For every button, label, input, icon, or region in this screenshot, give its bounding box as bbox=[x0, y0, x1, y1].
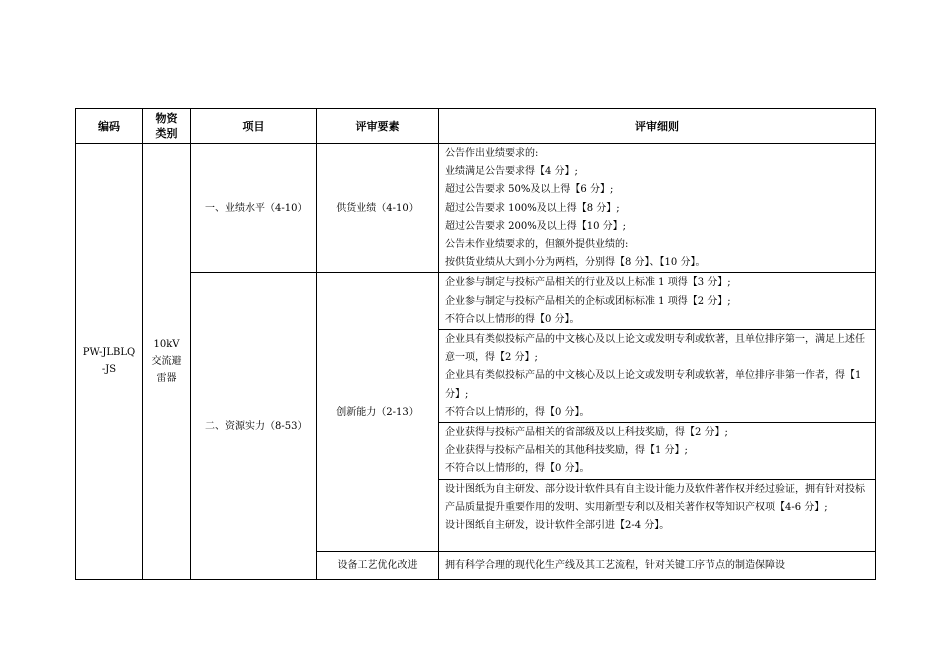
detail-cell bbox=[439, 479, 876, 551]
header-category: 物资类别 bbox=[143, 109, 191, 144]
detail-line: 设计图纸自主研发，设计软件全部引进【2-4 分】。 bbox=[445, 520, 670, 532]
detail-cell bbox=[439, 330, 876, 423]
detail-line: 设计图纸为自主研发、部分设计软件具有自主设计能力及软件著作权并经过验证，拥有针对投标产品质量提升重要作用的发明、实用新型专利以及相关著作权等知识产权项【4-6 分】; bbox=[445, 483, 865, 513]
detail-line: 公告未作业绩要求的，但额外提供业绩的: bbox=[445, 239, 629, 251]
element-cell: 供货业绩（4-10） bbox=[317, 144, 439, 273]
scoring-table bbox=[75, 108, 876, 580]
table-header-row bbox=[76, 109, 876, 144]
header-code: 编码 bbox=[76, 109, 143, 144]
detail-cell bbox=[439, 273, 876, 330]
category-cell: 10kV交流避雷器 bbox=[143, 144, 191, 580]
header-element: 评审要素 bbox=[317, 109, 439, 144]
detail-line: 不符合以上情形的得【0 分】。 bbox=[445, 313, 580, 325]
detail-line: 超过公告要求 50%及以上得【6 分】; bbox=[445, 184, 614, 196]
detail-line: 企业具有类似投标产品的中文核心及以上论文或发明专利或软著，且单位排序第一，满足上述任意一项，得【2 分】; bbox=[445, 334, 865, 364]
element-cell: 设备工艺优化改进 bbox=[317, 551, 439, 579]
code-cell: PW-JLBLQ-JS bbox=[76, 144, 143, 580]
detail-line: 公告作出业绩要求的: bbox=[445, 148, 539, 159]
project-cell: 一、业绩水平（4-10） bbox=[191, 144, 317, 273]
detail-line: 企业获得与投标产品相关的省部级及以上科技奖励，得【2 分】; bbox=[445, 427, 728, 439]
detail-line: 企业具有类似投标产品的中文核心及以上论文或发明专利或软著，单位排序非第一作者，得【1 分】; bbox=[445, 370, 862, 400]
table-row bbox=[76, 273, 876, 330]
detail-line: 企业参与制定与投标产品相关的行业及以上标准 1 项得【3 分】; bbox=[445, 277, 731, 289]
detail-line: 超过公告要求 200%及以上得【10 分】; bbox=[445, 220, 627, 232]
header-detail: 评审细则 bbox=[439, 109, 876, 144]
detail-line: 业绩满足公告要求得【4 分】; bbox=[445, 166, 578, 178]
detail-cell bbox=[439, 423, 876, 480]
detail-line: 不符合以上情形的，得【0 分】。 bbox=[445, 463, 590, 475]
detail-line: 企业获得与投标产品相关的其他科技奖励，得【1 分】; bbox=[445, 445, 688, 457]
project-cell: 二、资源实力（8-53） bbox=[191, 273, 317, 579]
detail-line: 按供货业绩从大到小分为两档，分别得【8 分】、【10 分】。 bbox=[445, 257, 706, 269]
table-row bbox=[76, 144, 876, 273]
detail-line: 拥有科学合理的现代化生产线及其工艺流程，针对关键工序节点的制造保障设 bbox=[445, 559, 785, 571]
detail-cell bbox=[439, 551, 876, 579]
header-project: 项目 bbox=[191, 109, 317, 144]
detail-cell bbox=[439, 144, 876, 273]
detail-line: 不符合以上情形的，得【0 分】。 bbox=[445, 406, 590, 418]
detail-line: 超过公告要求 100%及以上得【8 分】; bbox=[445, 202, 620, 214]
detail-line: 企业参与制定与投标产品相关的企标或团标标准 1 项得【2 分】; bbox=[445, 295, 731, 307]
element-cell: 创新能力（2-13） bbox=[317, 273, 439, 551]
